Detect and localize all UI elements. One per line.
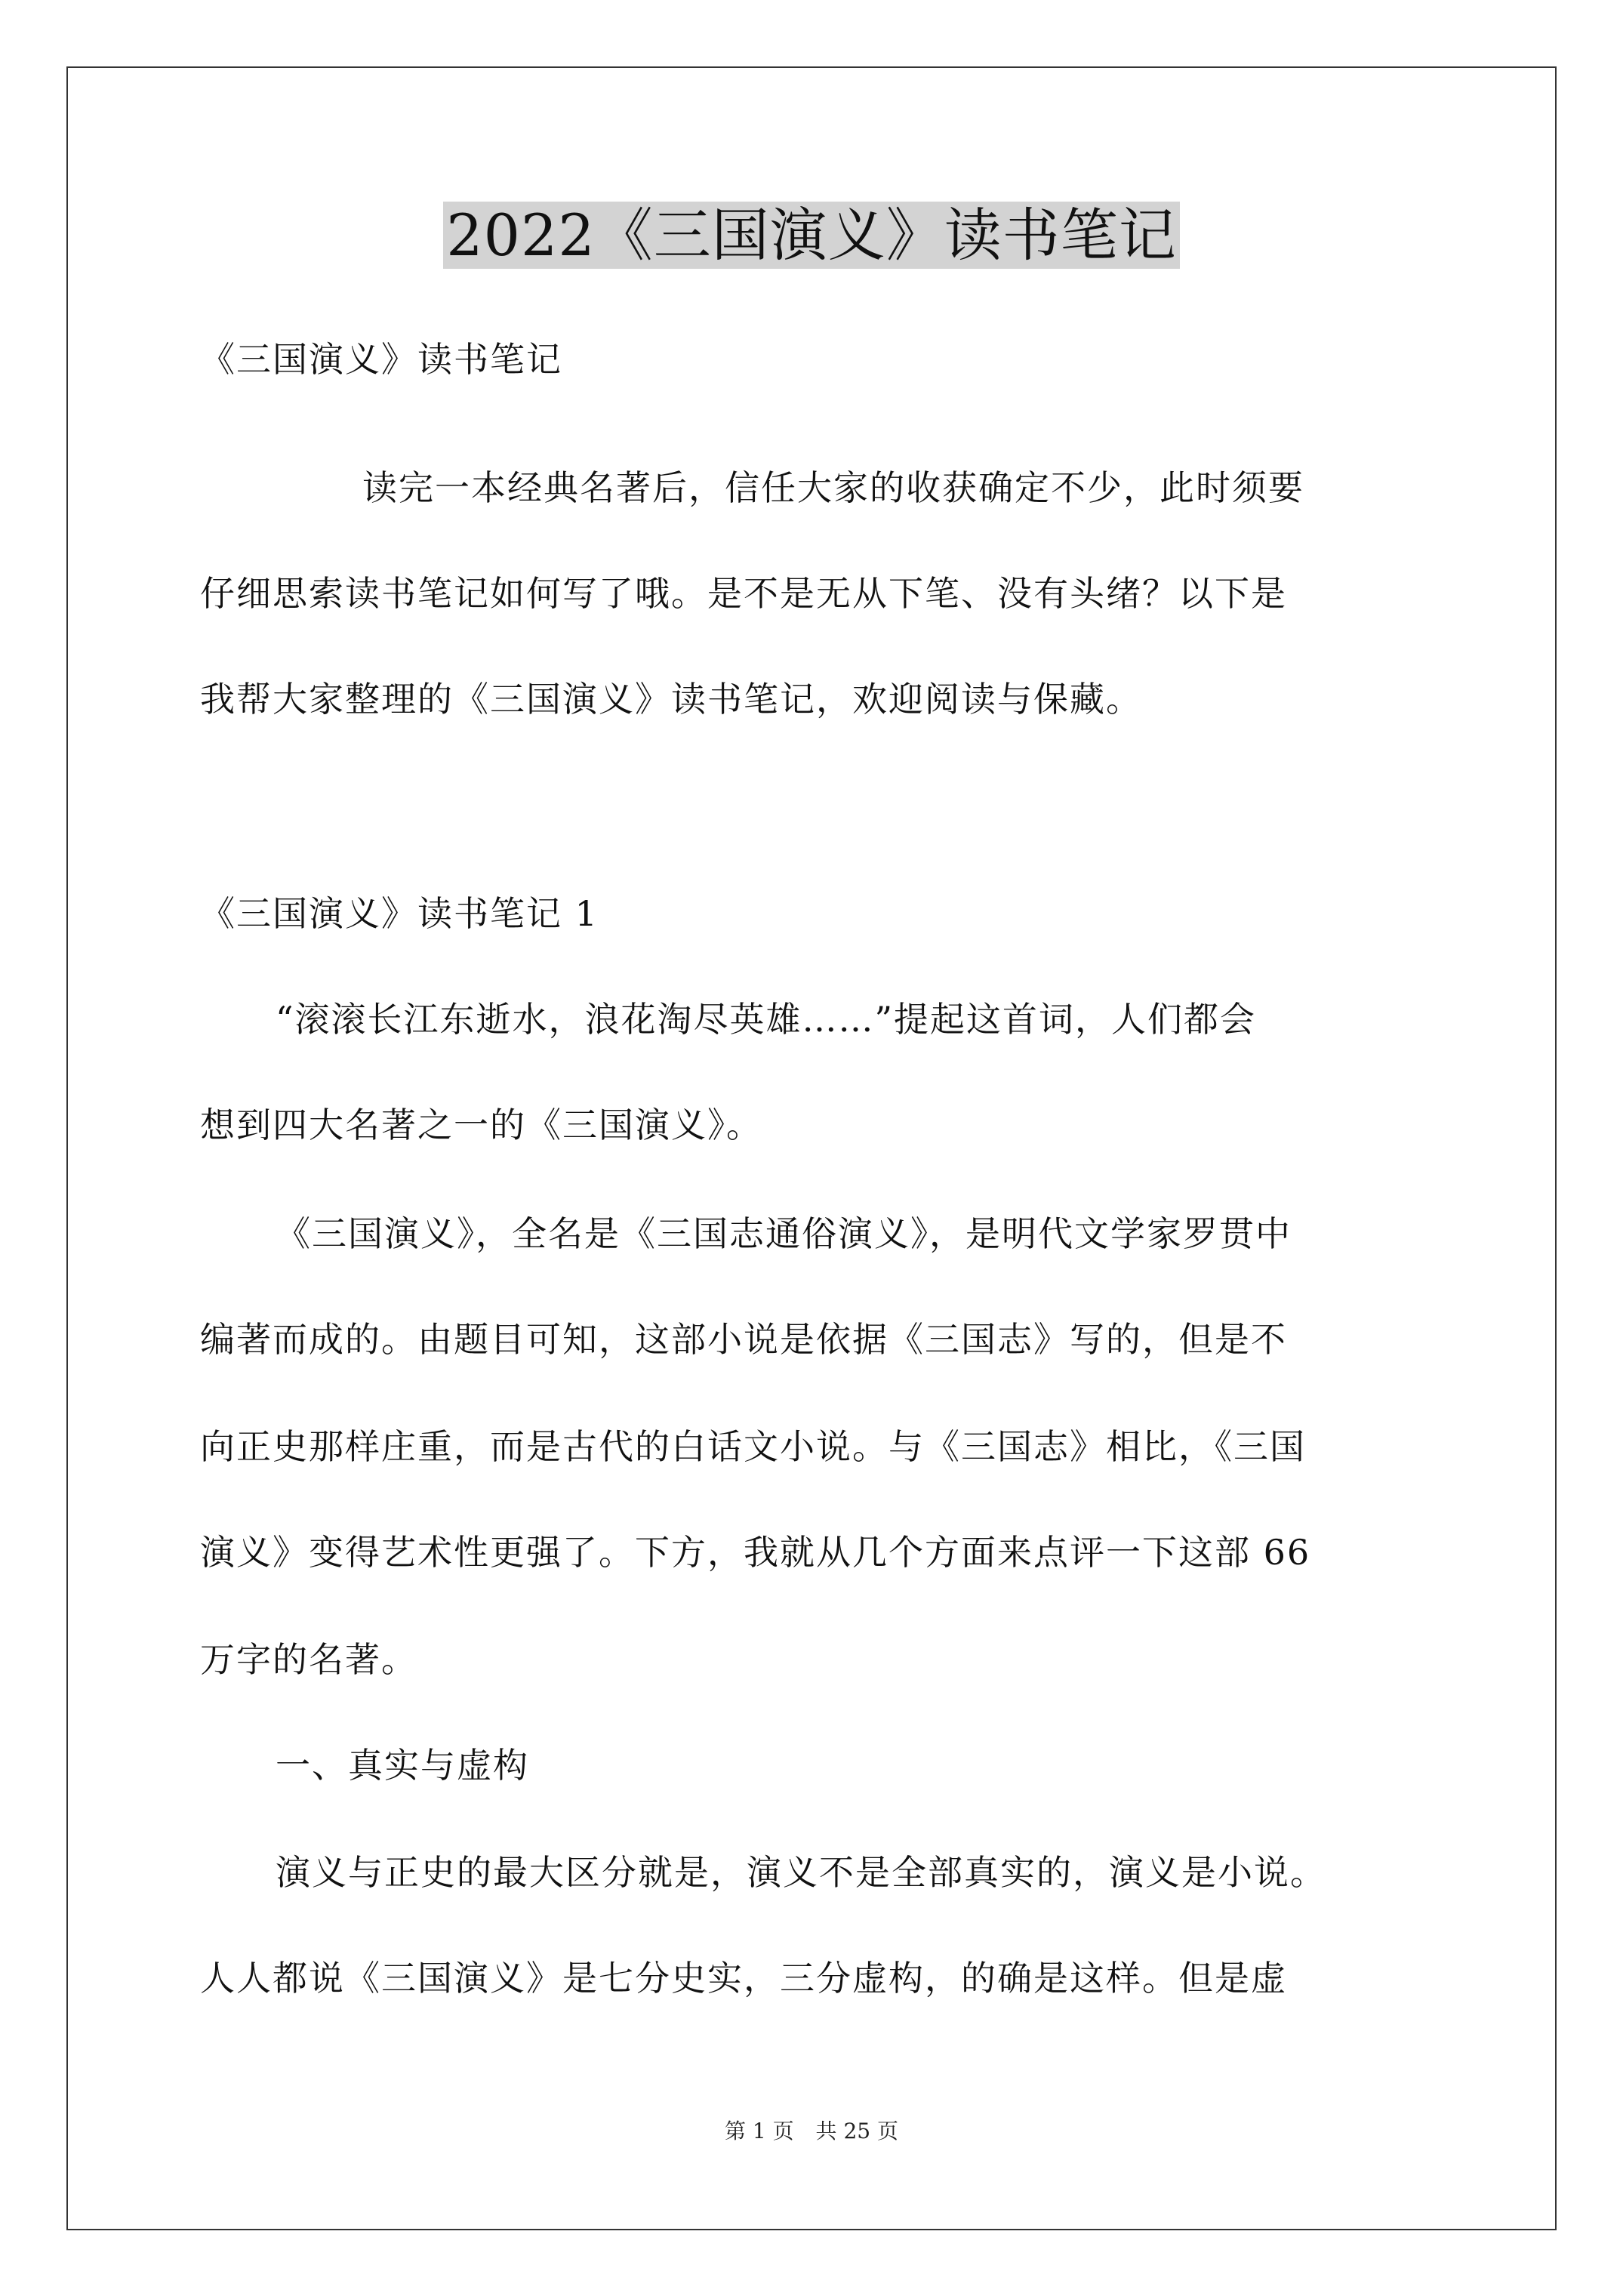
page-border [66,66,1557,2230]
page-footer [0,2116,1623,2147]
subtitle-line: 《三国演义》读书笔记 [200,339,562,380]
paragraph-line: 仔细思索读书笔记如何写了哦。是不是无从下笔、没有头绪？以下是 [200,573,1287,614]
paragraph-line: 演义》变得艺术性更强了。下方，我就从几个方面来点评一下这部 66 [200,1532,1311,1573]
section-heading: 《三国演义》读书笔记 1 [200,893,599,934]
paragraph-line: “滚滚长江东逝水，浪花淘尽英雄……”提起这首词，人们都会 [276,999,1257,1040]
page-total: 共 25 页 [815,2119,898,2143]
paragraph-line: 《三国演义》，全名是《三国志通俗演义》，是明代文学家罗贯中 [276,1213,1292,1254]
subsection-heading: 一、真实与虚构 [276,1745,529,1786]
paragraph-line: 向正史那样庄重，而是古代的白话文小说。与《三国志》相比，《三国 [200,1426,1306,1467]
paragraph-line: 我帮大家整理的《三国演义》读书笔记，欢迎阅读与保藏。 [200,679,1142,720]
paragraph-line: 演义与正史的最大区分就是，演义不是全部真实的，演义是小说。 [276,1852,1326,1893]
paragraph-line: 读完一本经典名著后，信任大家的收获确定不少，此时须要 [362,467,1304,508]
paragraph-line: 想到四大名著之一的《三国演义》。 [200,1105,762,1145]
paragraph-line: 编著而成的。由题目可知，这部小说是依据《三国志》写的，但是不 [200,1319,1287,1360]
document-title [0,198,1623,273]
paragraph-line: 万字的名著。 [200,1639,417,1680]
document-title-text: 2022《三国演义》读书笔记 [443,202,1179,269]
paragraph-line: 人人都说《三国演义》是七分史实，三分虚构，的确是这样。但是虚 [200,1958,1287,1999]
page-number: 第 1 页 [725,2119,794,2143]
